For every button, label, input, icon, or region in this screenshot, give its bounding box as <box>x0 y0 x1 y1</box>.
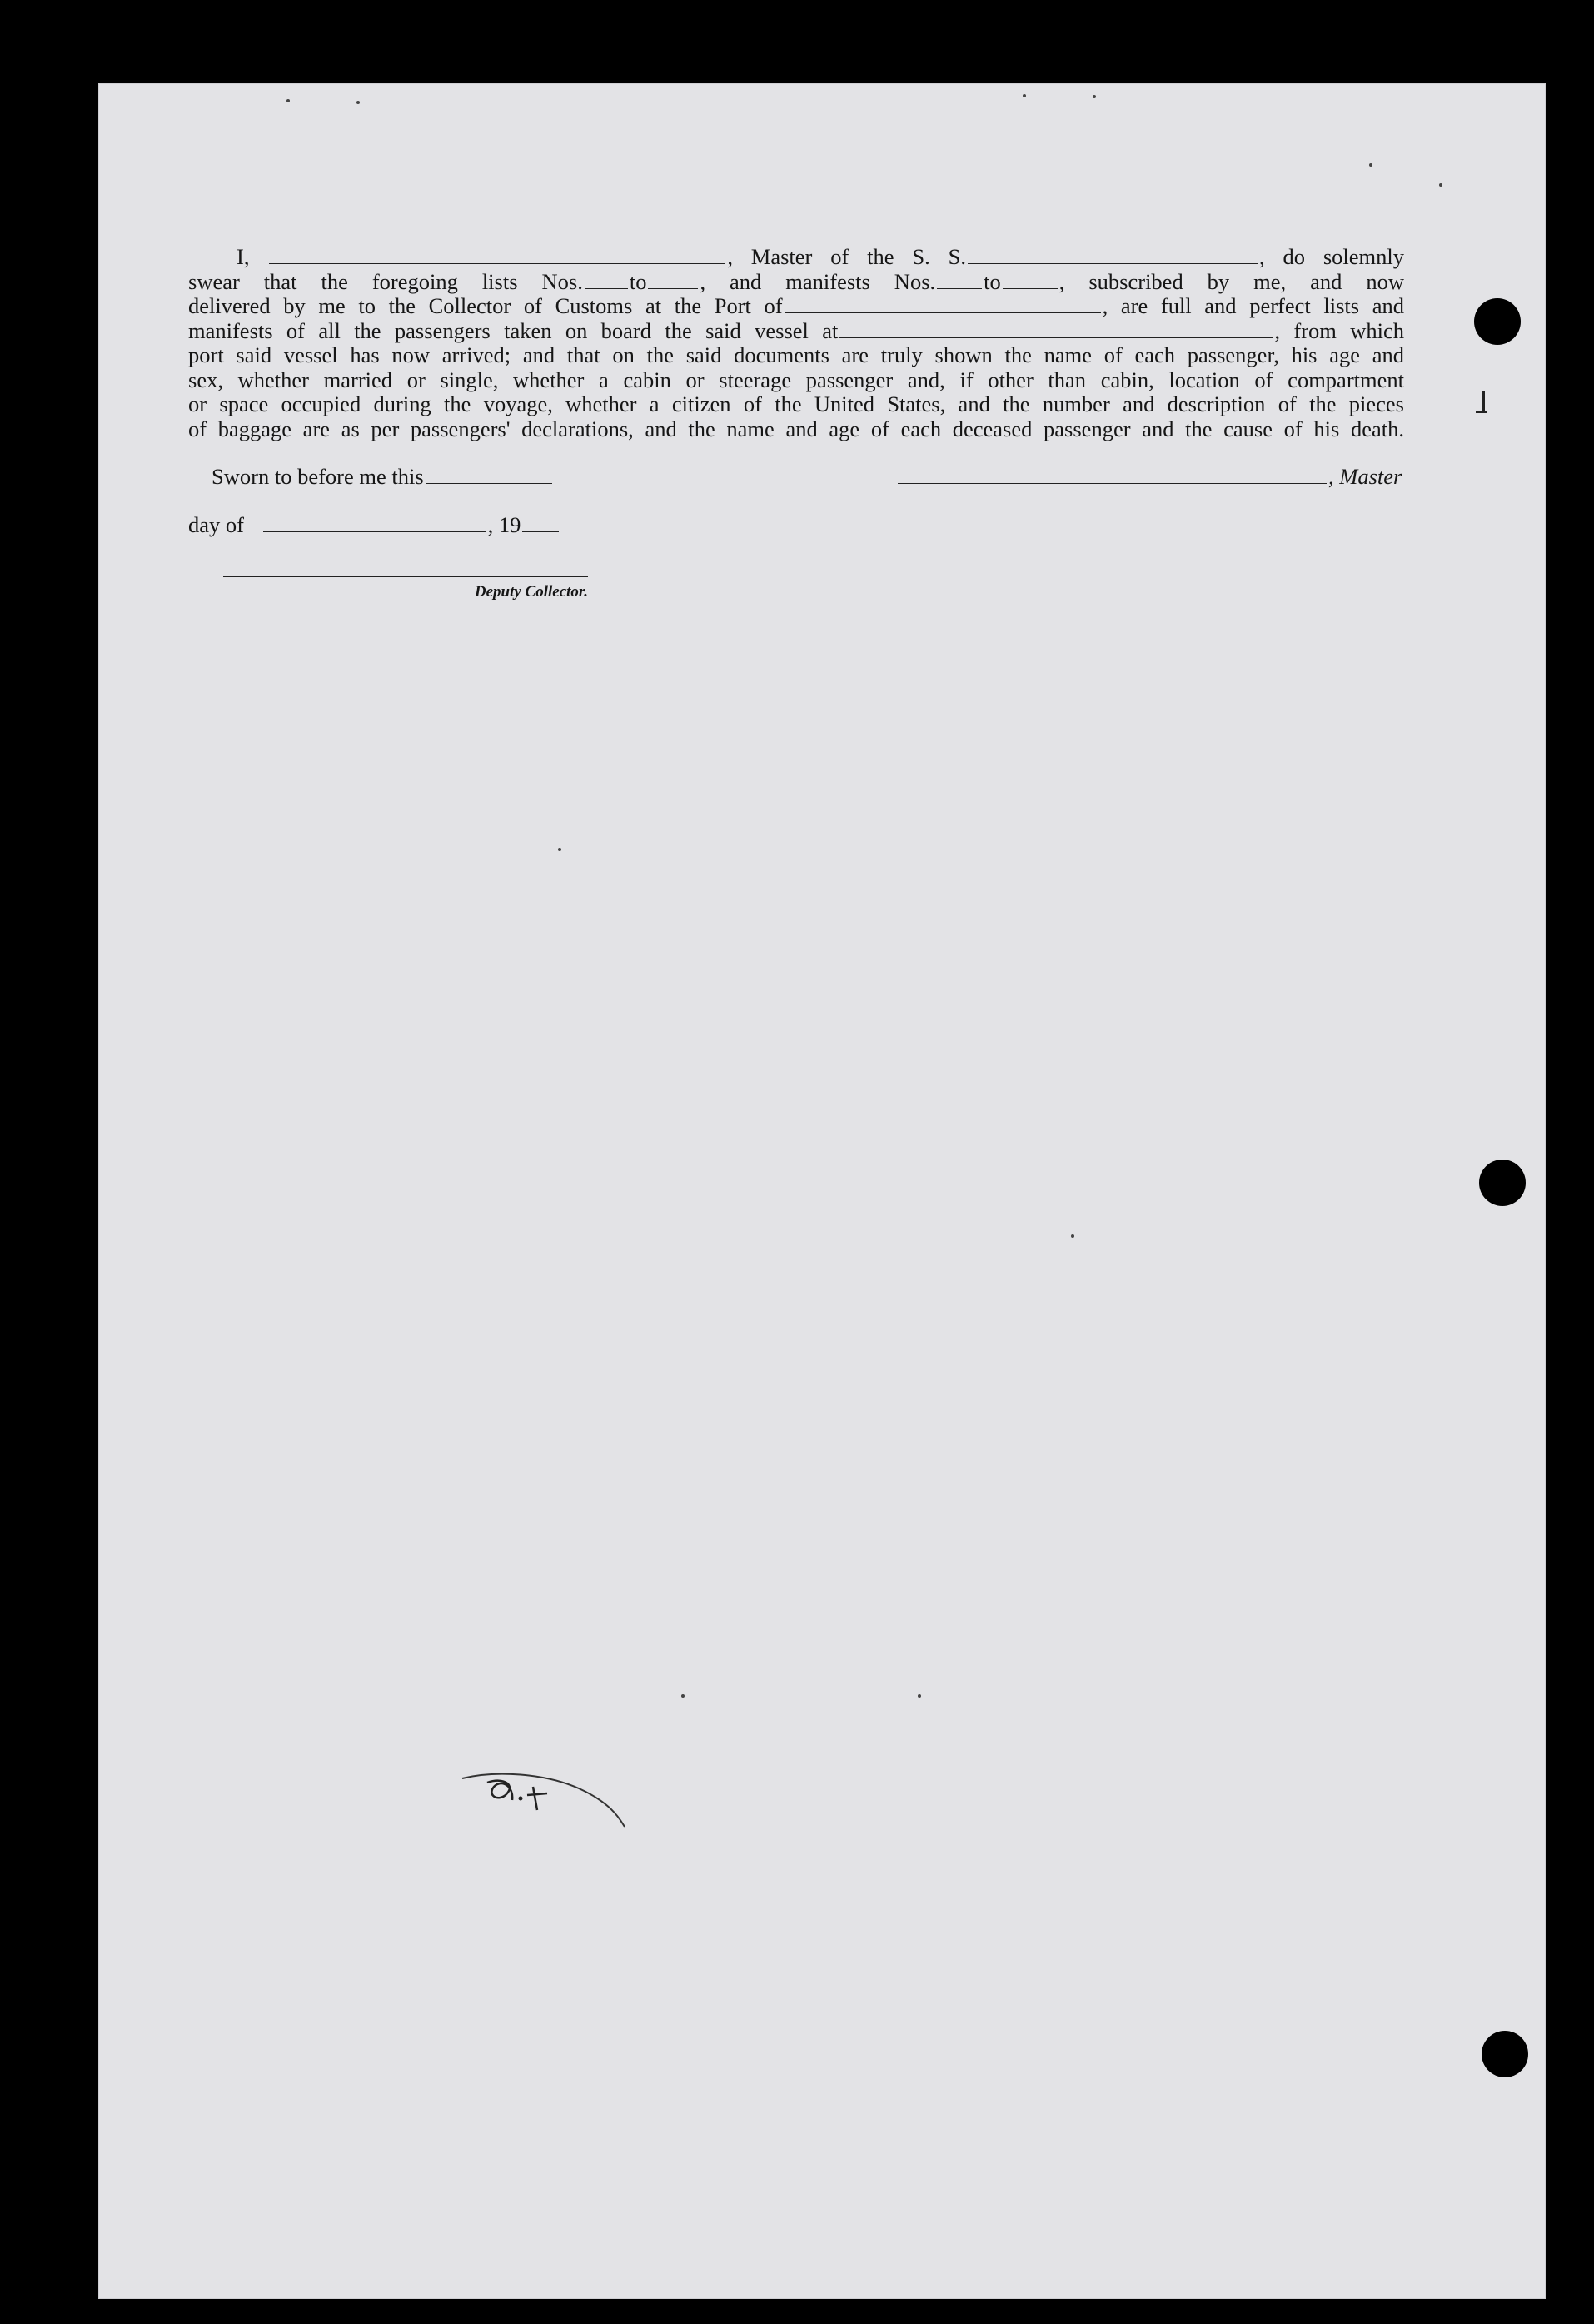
oath-line-3 <box>188 294 1404 319</box>
deputy-collector-signature-line[interactable] <box>223 576 588 577</box>
do-solemnly-label: , do solemnly <box>1259 244 1405 269</box>
oath-line-6: sex, whether married or single, whether a cabin or steerage passenger and, if other than cabin, location of compartment <box>188 367 1404 392</box>
punch-hole-middle <box>1479 1160 1526 1206</box>
lists-to-label: to <box>629 268 647 294</box>
full-lists-label: , are full and perfect lists and <box>1102 293 1404 318</box>
scan-speck <box>918 1694 921 1698</box>
master-of-ss-label: , Master of the S. S. <box>727 244 966 269</box>
manifests-from-blank[interactable] <box>937 287 982 289</box>
from-which-label: , from which <box>1274 317 1405 343</box>
oath-line-1 <box>188 245 1404 270</box>
year-prefix-label: , 19 <box>487 512 521 537</box>
subscribed-label: , subscribed by me, and now <box>1059 268 1404 294</box>
year-blank[interactable] <box>522 531 559 532</box>
sworn-label: Sworn to before me this <box>212 464 424 489</box>
scan-speck <box>286 99 290 102</box>
oath-paragraph <box>188 245 1404 441</box>
oath-i: I, <box>237 244 250 269</box>
scan-speck <box>356 101 360 104</box>
scan-speck <box>1023 94 1026 97</box>
swear-lists-label: swear that the foregoing lists Nos. <box>188 268 583 294</box>
oath-line-7: or space occupied during the voyage, whether a citizen of the United States, and the number and description of the pieces <box>188 391 1404 416</box>
ship-name-blank[interactable] <box>968 262 1258 264</box>
oath-line-2 <box>188 270 1404 295</box>
embark-port-blank[interactable] <box>839 337 1273 338</box>
day-of-label: day of <box>188 512 244 537</box>
master-label: , Master <box>1328 464 1402 489</box>
scan-speck <box>1071 1234 1074 1238</box>
scan-speck <box>681 1694 685 1698</box>
punch-hole-bottom <box>1482 2031 1528 2077</box>
manifests-to-label: to <box>984 268 1001 294</box>
manifests-nos-label: , and manifests Nos. <box>700 268 936 294</box>
delivered-port-label: delivered by me to the Collector of Customs at the Port of <box>188 293 783 318</box>
master-name-blank[interactable] <box>269 262 725 264</box>
master-signature-blank[interactable] <box>898 482 1327 484</box>
vessel-at-label: manifests of all the passengers taken on board the said vessel at <box>188 317 839 343</box>
sworn-row <box>212 464 554 490</box>
oath-line-5: port said vessel has now arrived; and that on the said documents are truly shown the name of each passenger, his age and <box>188 342 1404 367</box>
port-blank[interactable] <box>785 312 1101 313</box>
lists-from-blank[interactable] <box>585 287 628 289</box>
oath-line-4 <box>188 319 1404 344</box>
oath-line-8: of baggage are as per passengers' declarations, and the name and age of each deceased passenger and the cause of his death. <box>188 416 1404 441</box>
scan-speck <box>558 848 561 851</box>
deputy-collector-label: Deputy Collector. <box>474 583 588 601</box>
scan-speck <box>1093 95 1096 98</box>
lists-to-blank[interactable] <box>648 287 698 289</box>
master-signature-row <box>896 464 1402 490</box>
day-of-row <box>188 512 560 538</box>
month-blank[interactable] <box>263 531 486 532</box>
scan-speck <box>1369 163 1372 167</box>
margin-mark-foot <box>1476 411 1487 413</box>
manifests-to-blank[interactable] <box>1003 287 1058 289</box>
scan-speck <box>1439 183 1442 187</box>
handwritten-pencil-mark <box>454 1762 629 1837</box>
sworn-date-blank[interactable] <box>426 482 552 484</box>
punch-hole-top <box>1474 298 1521 345</box>
